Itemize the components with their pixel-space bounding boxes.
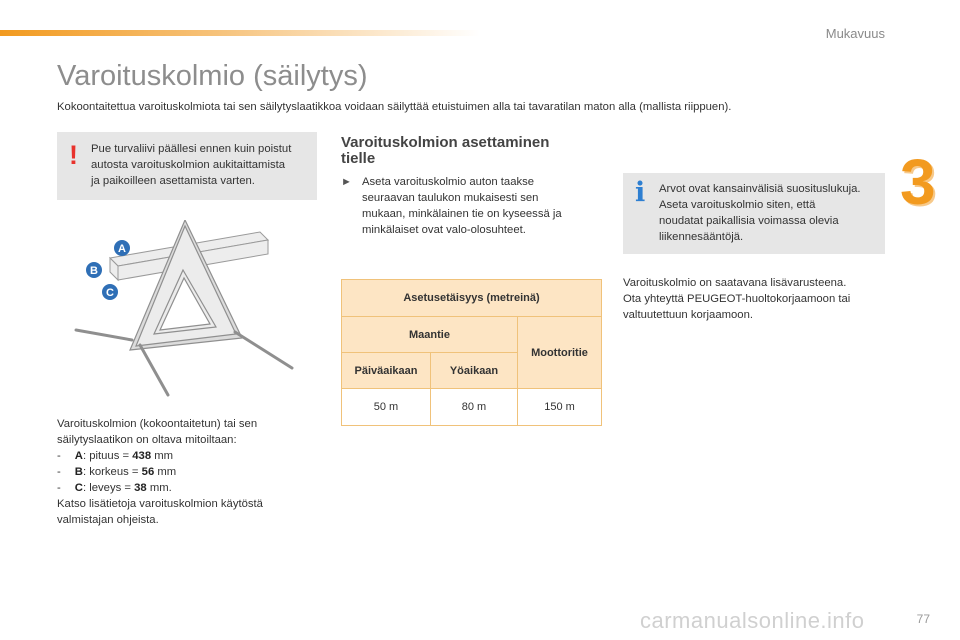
dimension-item-c: - C: leveys = 38 mm. — [57, 482, 172, 494]
distance-table — [341, 279, 602, 426]
label-c: C — [106, 287, 114, 299]
dimensions-footer-line: Katso lisätietoja varoituskolmion käytöstä — [57, 498, 263, 510]
table-title: Asetusetäisyys (metreinä) — [342, 280, 602, 317]
dimensions-text — [57, 416, 317, 528]
dimensions-footer-line: valmistajan ohjeista. — [57, 514, 159, 526]
warning-line: ja paikoilleen asettamista varten. — [91, 175, 255, 187]
info-line: Aseta varoituskolmio siten, että — [659, 199, 816, 211]
table-night-header: Yöaikaan — [431, 353, 518, 389]
placement-heading-line: tielle — [341, 150, 376, 167]
instruction-line: minkälaiset ovat valo-olosuhteet. — [362, 224, 526, 236]
table-road-header: Maantie — [342, 317, 518, 353]
info-line: liikennesääntöjä. — [659, 231, 744, 243]
availability-text — [623, 275, 893, 323]
dimensions-intro-line: säilytyslaatikon on oltava mitoiltaan: — [57, 434, 237, 446]
dimensions-intro-line: Varoituskolmion (kokoontaitetun) tai sen — [57, 418, 258, 430]
table-day-header: Päiväaikaan — [342, 353, 431, 389]
pointer-icon: ► — [341, 176, 352, 188]
warning-box — [57, 132, 317, 200]
page-title: Varoituskolmio (säilytys) — [57, 60, 368, 92]
label-b: B — [90, 265, 98, 277]
warning-line: Pue turvaliivi päällesi ennen kuin poistut — [91, 143, 292, 155]
info-icon: i — [635, 177, 646, 208]
section-name: Mukavuus — [825, 26, 885, 41]
info-line: noudatat paikallisia voimassa olevia — [659, 215, 839, 227]
availability-line: Varoituskolmio on saatavana lisävarusteena. — [623, 277, 847, 289]
info-line: Arvot ovat kansainvälisiä suosituslukuja. — [659, 183, 861, 195]
instruction-line: seuraavan taulukon mukaisesti sen — [362, 192, 539, 204]
table-motorway-header: Moottoritie — [518, 317, 602, 389]
table-cell: 50 m — [342, 389, 431, 426]
warning-line: autosta varoituskolmion aukitaittamista — [91, 159, 286, 171]
label-a-marker — [114, 240, 130, 256]
table-cell: 80 m — [431, 389, 518, 426]
label-a: A — [118, 243, 126, 255]
placement-instruction — [341, 174, 591, 238]
dimension-item-b: - B: korkeus = 56 mm — [57, 466, 177, 478]
intro-text: Kokoontaitettua varoituskolmiota tai sen säilytyslaatikkoa voidaan säilyttää etuistuimen alla tai tavaratilan maton alla (mallista riippuen). — [57, 101, 732, 113]
header-accent-bar — [0, 30, 480, 36]
availability-line: valtuutettuun korjaamoon. — [623, 309, 753, 321]
watermark: carmanualsonline.info — [640, 608, 865, 633]
dimension-item-a: - A: pituus = 438 mm — [57, 450, 174, 462]
instruction-line: Aseta varoituskolmio auton taakse — [362, 176, 535, 188]
label-c-marker — [102, 284, 118, 300]
placement-heading-line: Varoituskolmion asettaminen — [341, 134, 550, 151]
warning-triangle-illustration — [70, 220, 320, 405]
table-cell: 150 m — [518, 389, 602, 426]
page-number: 77 — [916, 612, 930, 626]
label-b-marker — [86, 262, 102, 278]
info-box — [623, 173, 885, 254]
availability-line: Ota yhteyttä PEUGEOT-huoltokorjaamoon tai — [623, 293, 851, 305]
chapter-number: 3 — [900, 146, 936, 218]
exclamation-icon: ! — [69, 140, 78, 170]
instruction-line: mukaan, minkälainen tie on kyseessä ja — [362, 208, 562, 220]
placement-heading — [341, 135, 591, 167]
